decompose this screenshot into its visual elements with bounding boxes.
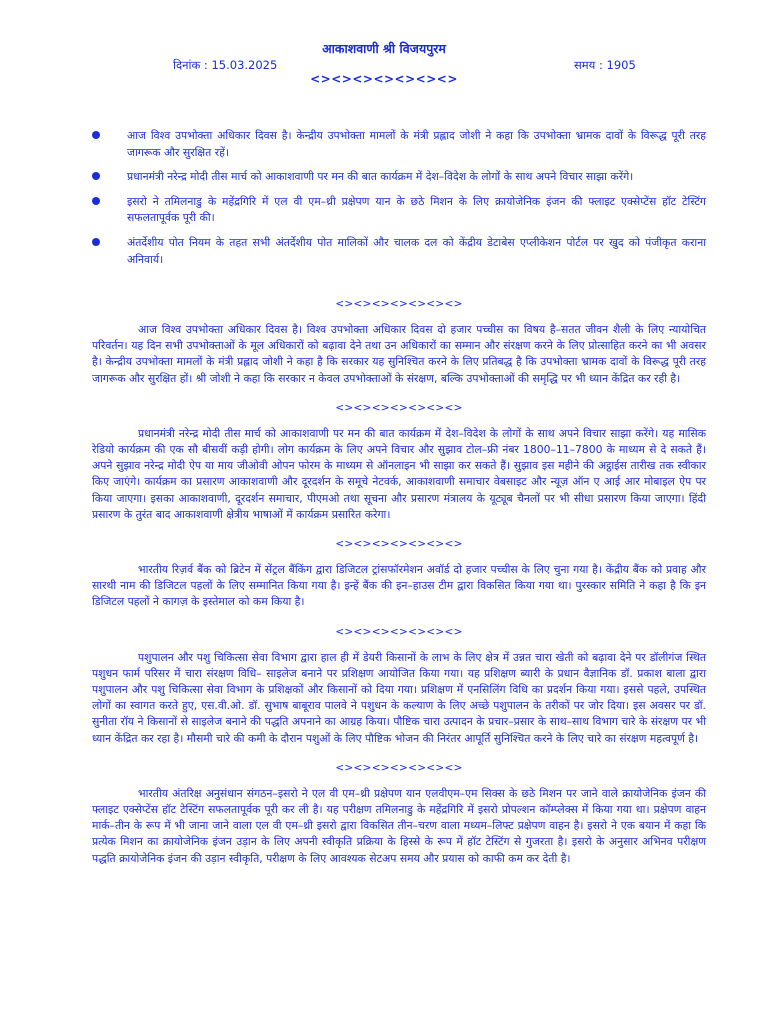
headlines-list — [92, 128, 706, 276]
bullet-icon — [92, 197, 100, 205]
stories-section — [92, 296, 706, 880]
story-separator: <><><><><><><> — [335, 401, 463, 414]
bulletin-date: दिनांक : 15.03.2025 — [173, 58, 278, 72]
bullet-icon — [92, 238, 100, 246]
headline-text: प्रधानमंत्री नरेन्द्र मोदी तीस मार्च को आकाशवाणी पर मन की बात कार्यक्रम में देश–विदेश के लोगों के साथ अपने विचार साझा करेंगे। — [127, 170, 634, 184]
headline-text: अंतर्देशीय पोत नियम के तहत सभी अंतर्देशीय पोत मालिकों और चालक दल को केंद्रीय डेटाबेस एप्लीकेशन पोर्टल पर खुद को पंजीकृत कराना अनिवार्य। — [127, 235, 706, 266]
headline-item — [92, 128, 706, 161]
bullet-icon — [92, 131, 100, 139]
headline-text: इसरो ने तमिलनाडु के महेंद्रगिरि में एल वी एम–थ्री प्रक्षेपण यान के छठे मिशन के लिए क्रायोजेनिक इंजन की फ्लाइट एक्सेप्टेंस हॉट टेस्टिंग सफलतापूर्वक पूरी की। — [127, 194, 706, 225]
story-paragraph: आज विश्व उपभोक्ता अधिकार दिवस है। विश्व उपभोक्ता अधिकार दिवस दो हजार पच्चीस का विषय है–सतत जीवन शैली के लिए न्यायोचित परिवर्तन। यह दिन सभी उपभोक्ताओं के मूल अधिकारों को बढ़ावा देने तथा उन अधिकारों का सम्मान और संरक्षण करने के लिए प्रोत्साहित करने का भी अवसर है। केन्द्रीय उपभोक्ता मामलों के मंत्री प्रह्लाद जोशी ने कहा है कि सरकार यह सुनिश्चित करने के लिए प्रतिबद्ध है कि उपभोक्ता भ्रामक दावों के विरूद्ध पूरी तरह जागरूक और सुरक्षित हों। श्री जोशी ने कहा कि सरकार न केवल उपभोक्ताओं के संरक्षण, बल्कि उपभोक्ताओं की समृद्धि पर भी ध्यान केंद्रित कर रही है। — [92, 323, 706, 385]
headline-item — [92, 169, 706, 186]
bulletin-time: समय : 1905 — [574, 58, 636, 72]
header-separator: <><><><><><><> — [310, 72, 458, 86]
page-title: आकाशवाणी श्री विजयपुरम — [322, 41, 446, 56]
story-separator: <><><><><><><> — [335, 298, 463, 310]
story-paragraph: भारतीय रिज़र्व बैंक को ब्रिटेन में सेंट्रल बैंकिंग द्वारा डिजिटल ट्रांसफॉरमेशन अवॉर्ड दो हजार पच्चीस के लिए चुना गया है। केंद्रीय बैंक को प्रवाह और सारथी नाम की डिजिटल पहलों के लिए सम्मानित किया गया है। इन्हें बैंक की इन–हाउस टीम द्वारा विकसित किया गया था। पुरस्कार समिति ने कहा है कि इन डिजिटल पहलों ने कागज़ के इस्तेमाल को कम किया है। — [92, 563, 706, 609]
bullet-icon — [92, 172, 100, 180]
story-separator: <><><><><><><> — [335, 625, 463, 638]
story-separator: <><><><><><><> — [335, 761, 463, 774]
story-paragraph: पशुपालन और पशु चिकित्सा सेवा विभाग द्वारा हाल ही में डेयरी किसानों के लाभ के लिए क्षेत्र में उन्नत चारा खेती को बढ़ावा देने पर डॉलीगंज स्थित पशुधन फार्म परिसर में चारा संरक्षण विधि– साइलेज बनाने पर प्रशिक्षण आयोजित किया गया। यह प्रशिक्षण ब्यारी के प्रधान वैज्ञानिक डॉ. प्रकाश बाला द्वारा पशुपालन और पशु चिकित्सा सेवा विभाग के प्रशिक्षकों और किसानों को दिया गया। प्रशिक्षण में एनसिलिंग विधि का प्रदर्शन किया गया। इससे पहले, उपस्थित लोगों का स्वागत करते हुए, एस.वी.ओ. डॉ. सुभाष बाबूराव पालवे ने पशुधन के कल्याण के लिए अच्छे पशुपालन के तरीकों पर जोर दिया। इस अवसर पर डॉ. सुनीता रॉय ने किसानों से साइलेज बनाने की पद्धति अपनाने का आग्रह किया। पौष्टिक चारा उत्पादन के प्रचार–प्रसार के साथ–साथ विभाग चारे के संरक्षण पर भी ध्यान केंद्रित कर रहा है। मौसमी चारे की कमी के दौरान पशुओं के लिए पौष्टिक भोजन की निरंतर आपूर्ति सुनिश्चित करने के लिए चारे का संरक्षण महत्वपूर्ण है। — [92, 650, 706, 745]
story-paragraph: भारतीय अंतरिक्ष अनुसंधान संगठन–इसरो ने एल वी एम–थ्री प्रक्षेपण यान एलवीएम–एम सिक्स के छठे मिशन पर जाने वाले क्रायोजेनिक इंजन की फ्लाइट एक्सेप्टेंस हॉट टेस्टिंग सफलतापूर्वक पूरी कर ली है। यह परीक्षण तमिलनाडु के महेंद्रगिरि में इसरो प्रोपल्शन कॉम्प्लेक्स में किया गया था। प्रक्षेपण वाहन मार्क–तीन के रूप में भी जाना जाने वाला एल वी एम–थ्री इसरो द्वारा विकसित तीन–चरण वाला मध्यम–लिफ्ट प्रक्षेपण वाहन है। इसरो ने एक बयान में कहा कि प्रत्येक मिशन का क्रायोजेनिक इंजन उड़ान के लिए अपनी स्वीकृति प्रक्रिया के हिस्से के रूप में हॉट टेस्टिंग से गुजरता है। इसरो के अनुसार अभिनव परीक्षण पद्धति क्रायोजेनिक इंजन की उड़ान स्वीकृति, परीक्षण के लिए आवश्यक सेटअप समय और प्रयास को काफी कम कर देती है। — [92, 786, 706, 865]
headline-text: आज विश्व उपभोक्ता अधिकार दिवस है। केन्द्रीय उपभोक्ता मामलों के मंत्री प्रह्लाद जोशी ने कहा कि उपभोक्ता भ्रामक दावों के विरूद्ध पूरी तरह जागरूक और सुरक्षित रहें। — [127, 129, 706, 159]
headline-item — [92, 194, 706, 227]
headline-item — [92, 235, 706, 268]
story-separator: <><><><><><><> — [335, 538, 463, 551]
story-paragraph: प्रधानमंत्री नरेन्द्र मोदी तीस मार्च को आकाशवाणी पर मन की बात कार्यक्रम में देश–विदेश के लोगों के साथ अपने विचार साझा करेंगे। यह मासिक रेडियो कार्यक्रम की एक सौ बीसवीं कड़ी होगी। लोग कार्यक्रम के लिए अपने विचार और सुझाव टोल–फ्री नंबर 1800–11–7800 के माध्यम से दे सकते हैं। अपने सुझाव नरेन्द्र मोदी ऐप या माय जीओवी ओपन फोरम के माध्यम से ऑनलाइन भी साझा कर सकते हैं। सुझाव इस महीने की अट्ठाईस तारीख तक स्वीकार किए जाएंगे। कार्यक्रम का प्रसारण आकाशवाणी और दूरदर्शन के समूचे नेटवर्क, आकाशवाणी समाचार वेबसाइट और न्यूज़ ऑन ए आई आर मोबाइल ऐप पर किया जाएगा। इसका आकाशवाणी, दूरदर्शन समाचार, पीएमओ तथा सूचना और प्रसारण मंत्रालय के यूट्यूब चैनलों पर भी सीधा प्रसारण किया जाएगा। हिंदी प्रसारण के तुरंत बाद आकाशवाणी क्षेत्रीय भाषाओं में कार्यक्रम प्रसारित करेगा। — [92, 426, 706, 521]
